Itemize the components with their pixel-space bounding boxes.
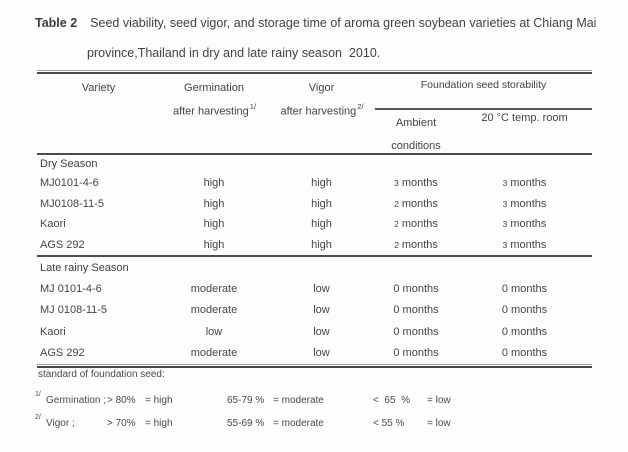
germination-cell: high [203, 177, 225, 190]
table-row [37, 214, 592, 235]
ambient-storability-cell: 2 months [394, 218, 438, 231]
ambient-storability-cell: 0 months [393, 282, 439, 295]
months-number: 0 [393, 304, 400, 317]
months-number: 0 [501, 325, 508, 338]
footnote-term: Vigor ; [46, 418, 75, 429]
header-storability: Foundation seed storability [420, 79, 547, 91]
table-caption [35, 8, 605, 68]
ambient-storability-cell: 0 months [393, 325, 439, 338]
footnote-heading: standard of foundation seed: [38, 369, 165, 380]
months-number: 2 [394, 198, 399, 209]
germination-cell: moderate [190, 282, 238, 295]
months-number: 3 [394, 178, 399, 189]
variety-cell: Kaori [40, 325, 66, 338]
table-section [37, 155, 592, 255]
vigor-cell: low [313, 282, 330, 295]
footnote-marker: 2/ [35, 414, 41, 421]
temp-room-storability-cell: 0 months [501, 325, 548, 338]
table-number: Table 2 [35, 16, 78, 30]
variety-cell: MJ0108-11-5 [40, 197, 104, 210]
germination-footnote-mark: 1/ [249, 102, 257, 111]
table-row [37, 343, 592, 365]
footnote-threshold-low: < 55 % [373, 418, 405, 429]
footnote-row [35, 414, 610, 437]
header-ambient-line1: Ambient [395, 117, 437, 129]
months-number: 2 [394, 239, 399, 250]
months-number: 3 [502, 219, 508, 230]
footnote-threshold-low: < 65 % [373, 395, 410, 406]
germination-cell: high [203, 238, 225, 251]
ambient-storability-cell: 0 months [393, 347, 439, 360]
caption-line-1 [35, 8, 605, 38]
footnote-threshold-moderate: 55-69 % [227, 418, 265, 429]
caption-text-1: Seed viability, seed vigor, and storage time of aroma green soybean varieties at Chiang Mai [90, 16, 597, 30]
vigor-cell: low [313, 325, 330, 338]
germination-cell: moderate [190, 304, 238, 317]
footnote-threshold-moderate: 65-79 % [227, 395, 265, 406]
footnote-threshold-high: > 80% [107, 395, 136, 406]
germination-cell: low [205, 325, 223, 338]
temp-room-storability-cell: 3 months [502, 218, 547, 231]
season-row: Late rainy Season [40, 261, 129, 274]
table-section [37, 257, 592, 364]
footnote-rating-moderate: = moderate [273, 395, 324, 406]
header-germination-line2-text: after harvesting [172, 105, 249, 118]
storability-underline-rule [375, 108, 592, 110]
ambient-storability-cell: 2 months [394, 238, 438, 251]
header-ambient-conditions [375, 112, 457, 158]
variety-cell: Kaori [40, 218, 66, 231]
germination-cell: high [203, 218, 225, 231]
variety-cell: MJ0101-4-6 [40, 177, 99, 190]
footnote-rating-high: = high [145, 418, 173, 429]
table-row [37, 173, 592, 194]
footnote-rating-high: = high [145, 395, 173, 406]
vigor-cell: high [311, 197, 332, 210]
footnote-rows [35, 391, 610, 437]
ambient-storability-cell: 2 months [394, 197, 438, 210]
months-number: 2 [394, 219, 399, 230]
season-row: Dry Season [40, 158, 98, 170]
footnote-row [35, 391, 610, 414]
vigor-cell: low [313, 304, 330, 317]
variety-cell: MJ 0108-11-5 [40, 304, 108, 317]
vigor-cell: low [313, 347, 330, 360]
vigor-footnote-mark: 2/ [357, 102, 364, 111]
months-number: 0 [393, 282, 400, 295]
header-vigor-line1: Vigor [308, 82, 335, 94]
table-row [37, 300, 592, 322]
ambient-storability-cell: 3 months [394, 177, 438, 190]
footnote-term: Germination ; [46, 395, 107, 406]
temp-room-storability-cell: 0 months [501, 282, 548, 295]
header-variety: Variety [81, 82, 116, 94]
table-row [37, 321, 592, 343]
vigor-cell: high [311, 218, 332, 231]
header-germination-line1: Germination [184, 82, 244, 94]
footnote-rating-low: = low [427, 418, 451, 429]
temp-room-storability-cell: 3 months [502, 197, 547, 210]
footnotes [35, 368, 610, 437]
months-number: 3 [502, 239, 508, 250]
footnote-rating-moderate: = moderate [273, 418, 324, 429]
header-vigor-line2 [268, 103, 375, 118]
germination-cell: moderate [190, 347, 238, 360]
temp-room-storability-cell: 0 months [501, 347, 548, 360]
months-number: 3 [502, 198, 508, 209]
ambient-storability-cell: 0 months [393, 304, 439, 317]
footnote-marker: 1/ [35, 391, 41, 398]
table-header [37, 74, 592, 153]
data-table [37, 70, 592, 368]
months-number: 0 [501, 347, 508, 360]
table-row [37, 235, 592, 256]
table-body [37, 155, 592, 364]
variety-cell: AGS 292 [40, 238, 85, 251]
footnote-threshold-high: > 70% [107, 418, 136, 429]
variety-cell: MJ 0101-4-6 [40, 282, 102, 295]
temp-room-storability-cell: 3 months [502, 177, 547, 190]
vigor-cell: high [311, 177, 332, 190]
temp-room-storability-cell: 3 months [502, 238, 547, 251]
header-vigor-line2-text: after harvesting [280, 105, 357, 118]
table-row [37, 194, 592, 215]
months-number: 0 [393, 325, 400, 338]
months-number: 3 [502, 178, 508, 189]
vigor-cell: high [311, 238, 332, 251]
header-germination-line2 [160, 103, 268, 118]
caption-line-2: province,Thailand in dry and late rainy season 2010. [87, 46, 381, 60]
temp-room-storability-cell: 0 months [501, 304, 548, 317]
months-number: 0 [501, 282, 508, 295]
months-number: 0 [501, 304, 508, 317]
variety-cell: AGS 292 [40, 347, 85, 360]
months-number: 0 [393, 347, 400, 360]
header-ambient-line2: conditions [391, 140, 441, 152]
footnote-rating-low: = low [427, 395, 451, 406]
germination-cell: high [203, 197, 225, 210]
header-temp-room: 20 °C temp. room [481, 112, 568, 124]
table-row [37, 278, 592, 300]
